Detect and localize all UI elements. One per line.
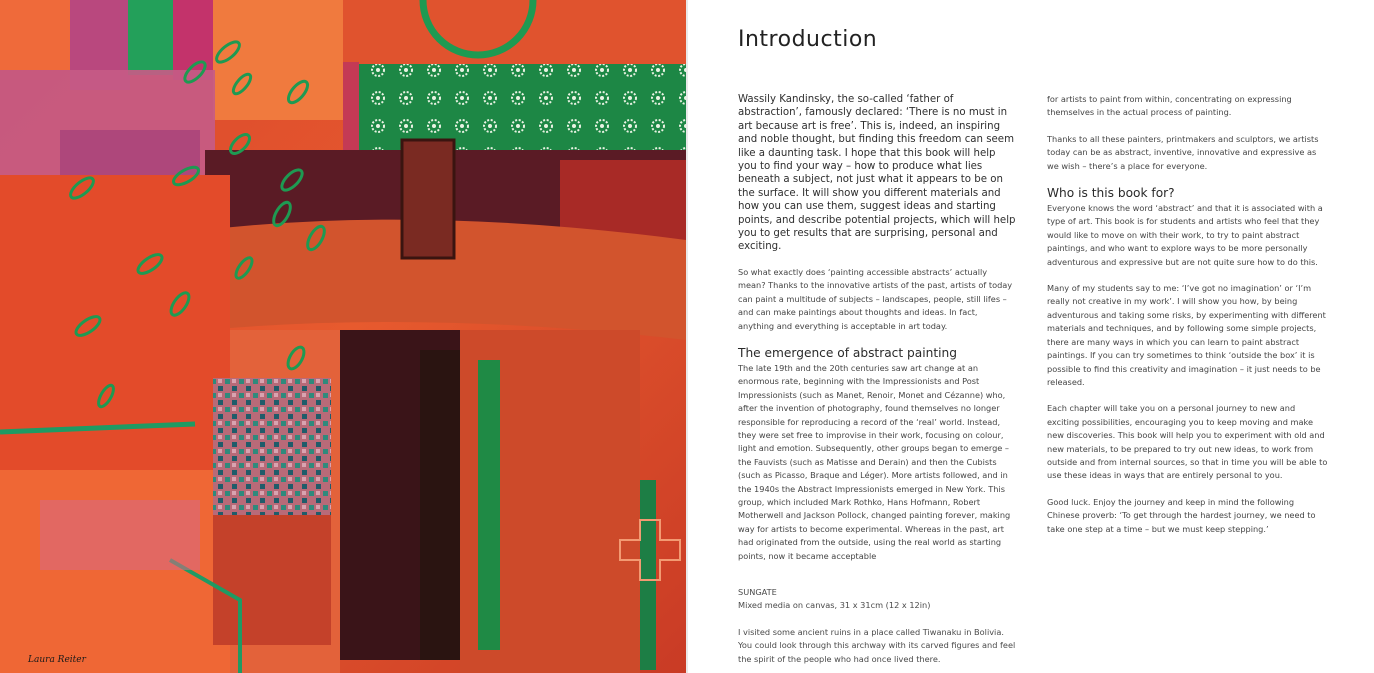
body-paragraph: for artists to paint from within, concentrating on expressing themselves in the actual process of painting. xyxy=(1047,94,1292,118)
block-orange-top xyxy=(0,0,70,70)
section-heading: The emergence of abstract painting xyxy=(738,345,957,360)
text-column-right xyxy=(1047,93,1329,549)
caption-line: I visited some ancient ruins in a place called Tiwanaku in Bolivia. xyxy=(738,626,1004,637)
block-green-top xyxy=(128,0,173,75)
block-magenta-top xyxy=(173,0,213,80)
carved-figure xyxy=(402,140,454,258)
body-paragraph: Good luck. Enjoy the journey and keep in mind the following Chinese proverb: ‘To get through the hardest journey, we need to take one step at a time – but we must keep stepping.’ xyxy=(1047,496,1316,534)
block-red-top xyxy=(343,0,686,65)
body-paragraph: So what exactly does ‘painting accessible abstracts’ actually mean? Thanks to the innovative artists of the past, artists of today can paint a multitude of subjects – landscapes, people, still lifes – and can make paintings about thoughts and ideas. In fact, anything and everything is acceptable in art today. xyxy=(738,266,1013,331)
panel-edge xyxy=(343,62,359,164)
green-stripe-right xyxy=(640,480,656,670)
text-column-left xyxy=(738,93,1016,576)
caption-spacer xyxy=(738,613,1016,626)
weave-panel-lower xyxy=(213,515,331,645)
body-paragraph: Everyone knows the word ‘abstract’ and that it is associated with a type of art. This book is for students and artists who feel that they would like to move on with their work, to try to paint abstract paintings, and who want to explore ways to be more personally adventurous and expressive but are not quite sure how to do this. xyxy=(1047,203,1323,267)
body-paragraph: Many of my students say to me: ‘I’ve got no imagination’ or ‘I’m really not creative in my work’. I will show you how, by being adventurous and taking some risks, by experimenting with different materials and techniques, and by following some simple projects, there are many ways in which you can learn to paint abstract paintings. If you can try sometimes to think ‘outside the box’ it is possible to find this creativity and imagination – it just needs to be released. xyxy=(1047,283,1326,387)
page-title: Introduction xyxy=(738,27,878,52)
block-pink-lower xyxy=(40,500,200,570)
introduction-page xyxy=(688,0,1374,673)
archway-shadow xyxy=(420,350,460,660)
caption-line: the spirit of the people who had once lived there. xyxy=(738,653,941,664)
body-paragraph: Each chapter will take you on a personal journey to new and exciting possibilities, encouraging you to keep moving and make new discoveries. This book will help you to experiment with old and new materials, to be prepared to try out new ideas, to work from outside and from internal sources, so that in time you will be able to use these ideas in ways that are entirely personal to you. xyxy=(1047,403,1328,481)
body-paragraph: The late 19th and the 20th centuries saw art change at an enormous rate, beginning with the Impressionists and Post Impressionists (such as Manet, Renoir, Monet and Cézanne) who, after the invention of photography, found themselves no longer responsible for reproducing a record of the ‘real’ world. Instead, they were set free to improvise in their work, focusing on colour, light and emotion. Subsequently, other groups began to emerge – the Fauvists (such as Matisse and Derain) and then the Cubists (such as Picasso, Braque and Léger). More artists followed, and in the 1940s the Abstract Impressionists emerged in New York. This group, which included Mark Rothko, Hans Hofmann, Robert Motherwell and Jackson Pollock, changed painting forever, making way for artists to become experimental. Whereas in the past, art had originated from the outside, using the real world as starting points, now it became acceptable xyxy=(738,362,1011,561)
abstract-painting-sungate xyxy=(0,0,686,673)
caption-line: You could look through this archway with its carved figures and feel xyxy=(738,640,1016,651)
caption-title: SUNGATE xyxy=(738,587,777,597)
lead-paragraph: Wassily Kandinsky, the so-called ‘father of abstraction’, famously declared: ‘There is no must in art because art is free’. This is, indeed, an inspiring and noble thought, but finding this freedom can seem like a daunting task. I hope that this book will help you to find your way – how to produce what lies beneath a subject, not just what it appears to be on the surface. It will show you different materials and how you can use them, suggest ideas and starting points, and describe potential projects, which will help you to get results that are surprising, personal and exciting. xyxy=(738,94,1016,253)
body-paragraph: Thanks to all these painters, printmakers and sculptors, we artists today can be as abstract, inventive, innovative and expressive as we wish – there’s a place for everyone. xyxy=(1047,133,1319,171)
caption-medium: Mixed media on canvas, 31 x 31cm (12 x 12in) xyxy=(738,600,931,611)
section-heading: Who is this book for? xyxy=(1047,186,1175,201)
artist-signature: Laura Reiter xyxy=(28,655,86,665)
weave-panel xyxy=(213,378,331,518)
green-stripe-door xyxy=(478,360,500,650)
painting-caption xyxy=(738,586,1016,666)
block-orange-mid xyxy=(213,0,343,120)
